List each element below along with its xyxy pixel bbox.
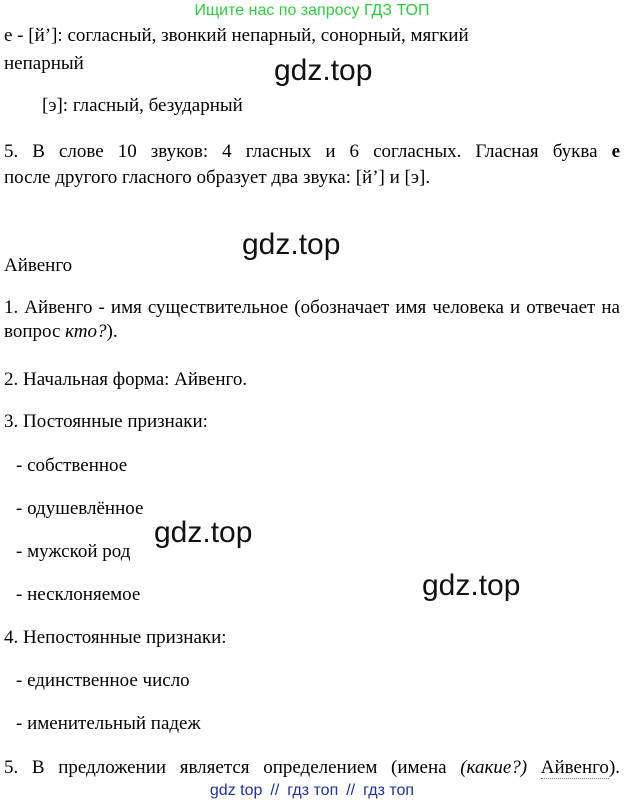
p3-item-4: - несклоняемое bbox=[16, 584, 141, 605]
paragraph-1 bbox=[4, 296, 620, 344]
paragraph-3: 3. Постоянные признаки: bbox=[4, 411, 208, 432]
p5f-word: Айвенго bbox=[540, 757, 609, 778]
p3-item-3: - мужской род bbox=[16, 541, 131, 562]
footer-separator: // bbox=[346, 782, 356, 799]
watermark: gdz.top bbox=[274, 54, 373, 87]
watermark: gdz.top bbox=[154, 516, 253, 549]
paragraph-5-final bbox=[4, 756, 620, 780]
p1-italic: кто? bbox=[65, 321, 107, 342]
p5f-italic: (какие?) bbox=[460, 757, 528, 778]
e-sound-line1: е - [й’]: согласный, звонкий непарный, сонорный, мягкий bbox=[4, 25, 469, 46]
paragraph-5a bbox=[4, 140, 620, 164]
footer-link-3[interactable]: гдз топ bbox=[363, 782, 415, 799]
p5-text-b: после другого гласного образует два звука: [й’] и [э]. bbox=[4, 167, 431, 188]
paragraph-4: 4. Непостоянные признаки: bbox=[4, 627, 227, 648]
p1-end: ). bbox=[106, 321, 118, 342]
p5f-text: 5. В предложении является определением (имена bbox=[4, 757, 447, 778]
watermark: gdz.top bbox=[242, 228, 341, 261]
e-sound-line2: непарный bbox=[4, 53, 84, 74]
watermark: gdz.top bbox=[422, 569, 521, 602]
p5-bold-letter: е bbox=[611, 141, 621, 162]
footer-links bbox=[0, 780, 624, 802]
p3-item-2: - одушевлённое bbox=[16, 498, 144, 519]
section-heading: Айвенго bbox=[4, 255, 73, 276]
footer-link-1[interactable]: gdz top bbox=[209, 782, 263, 799]
p5f-end: ). bbox=[608, 757, 621, 778]
footer-link-2[interactable]: гдз топ bbox=[287, 782, 339, 799]
paragraph-2: 2. Начальная форма: Айвенго. bbox=[4, 369, 248, 390]
e-sound-paragraph bbox=[4, 24, 620, 48]
search-banner: Ищите нас по запросу ГДЗ ТОП bbox=[194, 2, 430, 19]
footer-separator: // bbox=[270, 782, 280, 799]
p3-item-1: - собственное bbox=[16, 455, 128, 476]
p5-text-a: 5. В слове 10 звуков: 4 гласных и 6 согласных. Гласная буква bbox=[4, 141, 598, 162]
p4-item-1: - единственное число bbox=[16, 670, 190, 691]
p4-item-2: - именительный падеж bbox=[16, 713, 201, 734]
p1-text: 1. Айвенго - имя существительное (обозначает имя человека и отвечает на вопрос bbox=[4, 297, 620, 342]
e-sound-second: [э]: гласный, безударный bbox=[42, 95, 243, 116]
